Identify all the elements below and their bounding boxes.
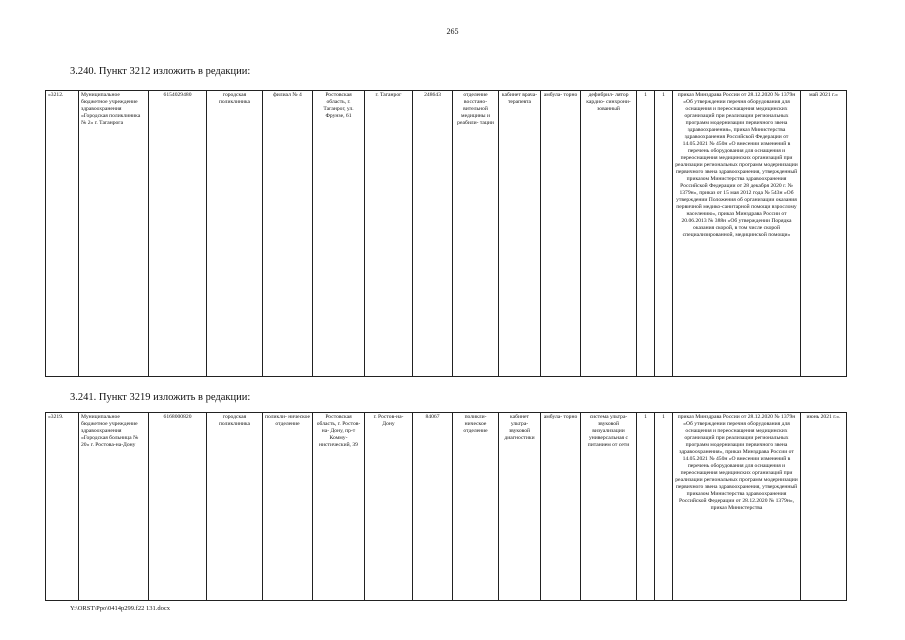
cell-org: Муниципальное бюджетное учреждение здравоохранения «Городская больница № 20» г. Ростова-на-Дону bbox=[79, 413, 149, 601]
cell-basis: приказ Минздрава России от 28.12.2020 № 1379н «Об утверждении перечня оборудования для оснащения и переоснащения медицинских организаций при реализации региональных программ модернизации первичного звена здравоохранения», приказ Минздрава России от 14.05.2021 № 450н «О внесении изменений в перечень оборудования для оснащения и переоснащения медицинских организаций при реализации региональных программ модернизации первичного звена здравоохранения, утвержденный приказом Министерства здравоохранения Российской Федерации от 28.12.2020 № 1379н», приказ Министерства bbox=[673, 413, 801, 601]
cell-date: май 2021 г.» bbox=[801, 91, 847, 377]
table-row bbox=[46, 413, 847, 601]
cell-equipment: система ультра- звуковой визуализации универсальная с питанием от сети bbox=[581, 413, 637, 601]
cell-type: городская поликлиника bbox=[207, 413, 263, 601]
cell-qty2: 1 bbox=[655, 91, 673, 377]
section-1-heading: 3.240. Пункт 3212 изложить в редакции: bbox=[70, 66, 251, 77]
cell-inn: 6168000820 bbox=[149, 413, 207, 601]
cell-type: городская поликлиника bbox=[207, 91, 263, 377]
cell-care: амбула- торно bbox=[541, 413, 581, 601]
cell-room: кабинет ультра- звуковой диагностики bbox=[499, 413, 541, 601]
cell-room: кабинет врача- терапевта bbox=[499, 91, 541, 377]
cell-num: «3219. bbox=[46, 413, 79, 601]
cell-care: амбула- торно bbox=[541, 91, 581, 377]
cell-basis: приказ Минздрава России от 28.12.2020 № 1379н «Об утверждении перечня оборудования для оснащения и переоснащения медицинских организаций при реализации региональных программ модернизации первичного звена здравоохранения», приказ Министерства здравоохранения Российской Федерации от 14.05.2021 № 450н «О внесении изменений в перечень оборудования для оснащения и переоснащения медицинских организаций при реализации региональных программ модернизации первичного звена здравоохранения, утвержденный приказом Министерства здравоохранения Российской Федерации от 28 декабря 2020 г. № 1379н», приказ от 15 мая 2012 года № 543н «Об утверждении Положения об организации оказания первичной медико-санитарной помощи взрослому населению», приказ Минздрава России от 20.06.2013 № 388н «Об утверждении Порядка оказания скорой, в том числе скорой специализированной, медицинской помощи» bbox=[673, 91, 801, 377]
section-2-heading: 3.241. Пункт 3219 изложить в редакции: bbox=[70, 392, 251, 403]
cell-qty1: 1 bbox=[637, 91, 655, 377]
cell-city: г. Таганрог bbox=[365, 91, 413, 377]
cell-date: июнь 2021 г.». bbox=[801, 413, 847, 601]
cell-address: Ростовская область, г. Таганрог, ул. Фрунзе, 61 bbox=[313, 91, 365, 377]
cell-department: поликли- ническое отделение bbox=[453, 413, 499, 601]
cell-qty2: 1 bbox=[655, 413, 673, 601]
cell-inn: 6154029480 bbox=[149, 91, 207, 377]
section-2-table bbox=[45, 412, 847, 601]
cell-code: 84067 bbox=[413, 413, 453, 601]
cell-num: «3212. bbox=[46, 91, 79, 377]
page-number: 265 bbox=[446, 27, 459, 36]
cell-branch: поликли- ническое отделение bbox=[263, 413, 313, 601]
cell-city: г. Ростов-на- Дону bbox=[365, 413, 413, 601]
cell-department: отделение восстано- вительной медицины и реабили- тации bbox=[453, 91, 499, 377]
table-row bbox=[46, 91, 847, 377]
cell-org: Муниципальное бюджетное учреждение здравоохранения «Городская поликлиника № 2» г. Таганрога bbox=[79, 91, 149, 377]
cell-equipment: дефибрил- лятор кардио- синхрони- зованный bbox=[581, 91, 637, 377]
cell-code: 248643 bbox=[413, 91, 453, 377]
cell-qty1: 1 bbox=[637, 413, 655, 601]
section-1-table bbox=[45, 90, 847, 377]
footer-path: Y:\ORST\Ppo\0414p299.f22 131.docx bbox=[70, 605, 170, 612]
cell-address: Ростовская область, г. Ростов-на- Дону, пр-т Комму- нистический, 39 bbox=[313, 413, 365, 601]
cell-branch: филиал № 4 bbox=[263, 91, 313, 377]
